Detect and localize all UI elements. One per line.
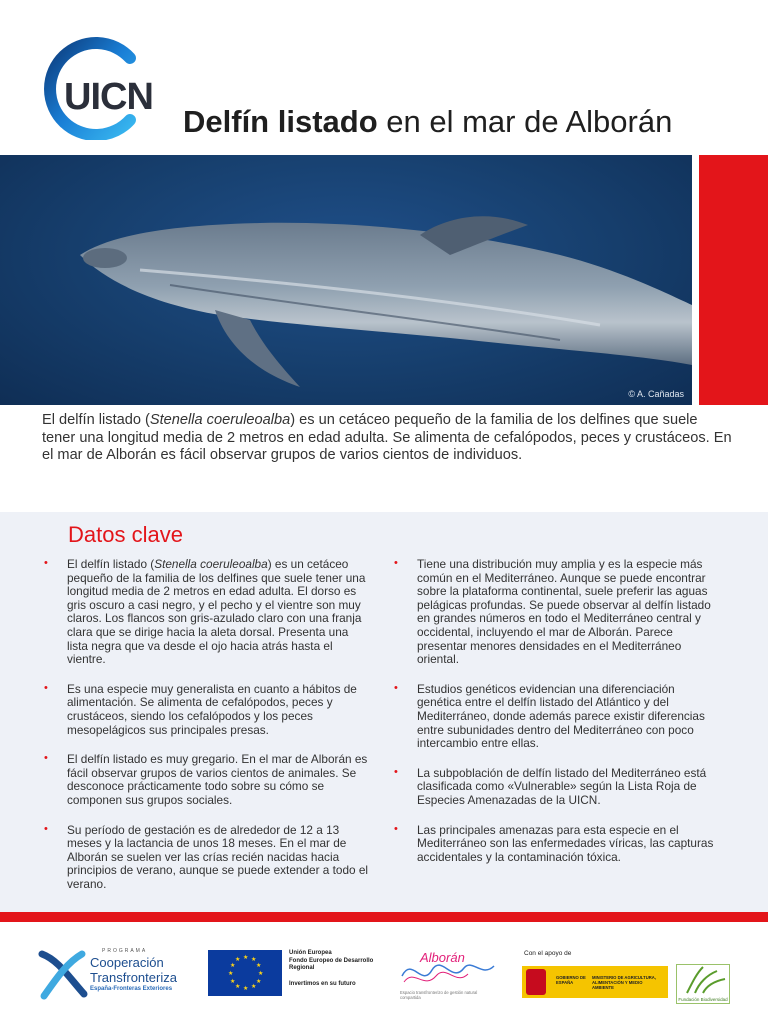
alboran-title: Alborán — [420, 950, 465, 965]
uicn-logo — [34, 36, 153, 140]
cooperacion-x-icon — [38, 946, 88, 1002]
accent-bar — [699, 155, 768, 405]
fundacion-text: Fundación Biodiversidad — [678, 997, 728, 1002]
list-item — [42, 558, 372, 667]
fact-text: Tiene una distribución muy amplia y es la especie más común en el Mediterráneo. Aunque se puede encontrar sobre la plataforma continental, suele preferir las aguas pelágicas profundas. Se puede observar al delfín listado en grandes números en todo el Mediterráneo central y occidental, incluyendo el mar de Alborán. Parece presentar menores densidades en el Mediterráneo oriental. — [417, 557, 711, 667]
title-rest: en el mar de Alborán — [377, 104, 673, 139]
key-facts-left-column — [42, 558, 372, 907]
svg-text:★: ★ — [258, 970, 264, 977]
gobierno-text: GOBIERNO DE ESPAÑA — [556, 975, 586, 985]
ministerio-logo — [522, 966, 668, 998]
fact-text: Es una especie muy generalista en cuanto a hábitos de alimentación. Se alimenta de cefalópodos, peces y crustáceos, siendo los cefalópodos y los peces mesopelágicos sus principales presas. — [67, 681, 357, 737]
svg-text:★: ★ — [251, 983, 257, 990]
fact-text: Estudios genéticos evidencian una diferenciación genética entre el delfín listado del Atlántico y del Mediterráneo, donde además parece existir diferencias entre subunidades dentro del Mediterráneo con poco intercambio entre ellas. — [417, 681, 705, 751]
eu-caption — [289, 950, 399, 988]
key-facts-title: Datos clave — [68, 522, 183, 547]
bullet-icon: • — [394, 681, 398, 694]
fact-text: Su período de gestación es de alrededor de 12 a 13 meses y la lactancia de unos 18 meses. En el mar de Alborán se suelen ver las crías recién nacidas hacia principios de verano, aunque se puede extender a todo el verano. — [67, 822, 369, 891]
key-facts-right-column — [392, 558, 722, 880]
alboran-subtitle: Espacio transfronterizo de gestión natural compartida — [400, 990, 478, 1000]
fact-species: Stenella coeruleoalba — [154, 557, 268, 571]
eu-slogan: Invertimos en su futuro — [289, 980, 356, 987]
intro-text-2: ) es un cetáceo pequeño de la familia de los delfines que suele tener una longitud media de 2 metros en edad adulta. Se alimenta de cefalópodos, peces y crustáceos. En el mar de Alborán es fácil observar grupos de varios cientos de individuos. — [42, 412, 732, 463]
list-item — [392, 824, 722, 865]
svg-text:★: ★ — [230, 978, 236, 985]
page-title — [183, 104, 672, 140]
eu-line-1: Unión Europea — [289, 950, 332, 956]
list-item — [392, 558, 722, 667]
coop-line-3: España-Fronteras Exteriores — [90, 986, 173, 992]
coop-line-2: Transfronteriza — [90, 970, 177, 985]
support-label: Con el apoyo de — [524, 950, 572, 957]
eu-flag — [208, 950, 282, 996]
svg-text:★: ★ — [256, 978, 262, 985]
svg-text:★: ★ — [235, 956, 241, 963]
svg-text:★: ★ — [256, 962, 262, 969]
list-item — [42, 824, 372, 892]
coop-programa: PROGRAMA — [102, 948, 148, 954]
bullet-icon: • — [394, 557, 398, 569]
coop-line-1: Cooperación — [90, 955, 164, 970]
fact-text: ) es un cetáceo pequeño de la familia de los delfines que suele tener una longitud media de 2 metros en edad adulta. El dorso es gris oscuro a casi negro, y el pecho y el vientre son muy claros. Los flancos son gris-azulado claro con una franja clara que se dirige hacia la aleta dorsal. Presenta una lista negra que va desde el ojo hacia atrás hasta el vientre. — [67, 557, 366, 667]
svg-text:★: ★ — [243, 954, 249, 961]
intro-species: Stenella coeruleoalba — [149, 412, 291, 428]
svg-text:★: ★ — [251, 956, 257, 963]
eu-line-2: Fondo Europeo de Desarrollo Regional — [289, 957, 374, 971]
bullet-icon: • — [44, 752, 48, 765]
bullet-icon: • — [44, 681, 48, 694]
photo-credit: © A. Cañadas — [628, 389, 684, 399]
header — [0, 0, 768, 155]
fact-text: La subpoblación de delfín listado del Mediterráneo está clasificada como «Vulnerable» según la Lista Roja de Especies Amenazadas de la UICN. — [417, 765, 707, 807]
bullet-icon: • — [44, 822, 48, 835]
svg-text:★: ★ — [243, 985, 249, 992]
spain-shield-icon — [526, 969, 546, 995]
fact-text: El delfín listado es muy gregario. En el mar de Alborán es fácil observar grupos de varios cientos de animales. Se desconoce prácticamente todo sobre su cómo se componen sus grupos sociales. — [67, 752, 368, 807]
list-item — [42, 753, 372, 807]
bullet-icon: • — [44, 557, 48, 569]
ministerio-text: MINISTERIO DE AGRICULTURA, ALIMENTACIÓN Y MEDIO AMBIENTE — [592, 975, 656, 990]
svg-text:★: ★ — [228, 970, 234, 977]
grass-icon — [677, 965, 731, 995]
svg-text:★: ★ — [230, 962, 236, 969]
bullet-icon: • — [394, 822, 398, 835]
bullet-icon: • — [394, 765, 398, 778]
list-item — [392, 767, 722, 808]
logo-text: UICN — [64, 76, 153, 118]
svg-text:★: ★ — [235, 983, 241, 990]
cooperacion-transfronteriza-logo — [38, 946, 188, 1002]
dolphin-photo — [0, 155, 692, 405]
fact-text: Las principales amenazas para esta especie en el Mediterráneo son las enfermedades víricas, las capturas accidentales y la contaminación tóxica. — [417, 822, 714, 864]
fact-text: El delfín listado ( — [67, 557, 155, 571]
title-bold: Delfín listado — [183, 104, 378, 139]
list-item — [392, 683, 722, 751]
alboran-logo — [398, 948, 498, 1004]
list-item — [42, 683, 372, 737]
dolphin-illustration — [0, 155, 692, 405]
eu-stars-icon — [208, 950, 282, 996]
intro-paragraph — [42, 412, 732, 465]
fundacion-biodiversidad-logo — [676, 964, 730, 1004]
intro-text-1: El delfín listado ( — [42, 412, 150, 428]
footer-divider — [0, 912, 768, 922]
